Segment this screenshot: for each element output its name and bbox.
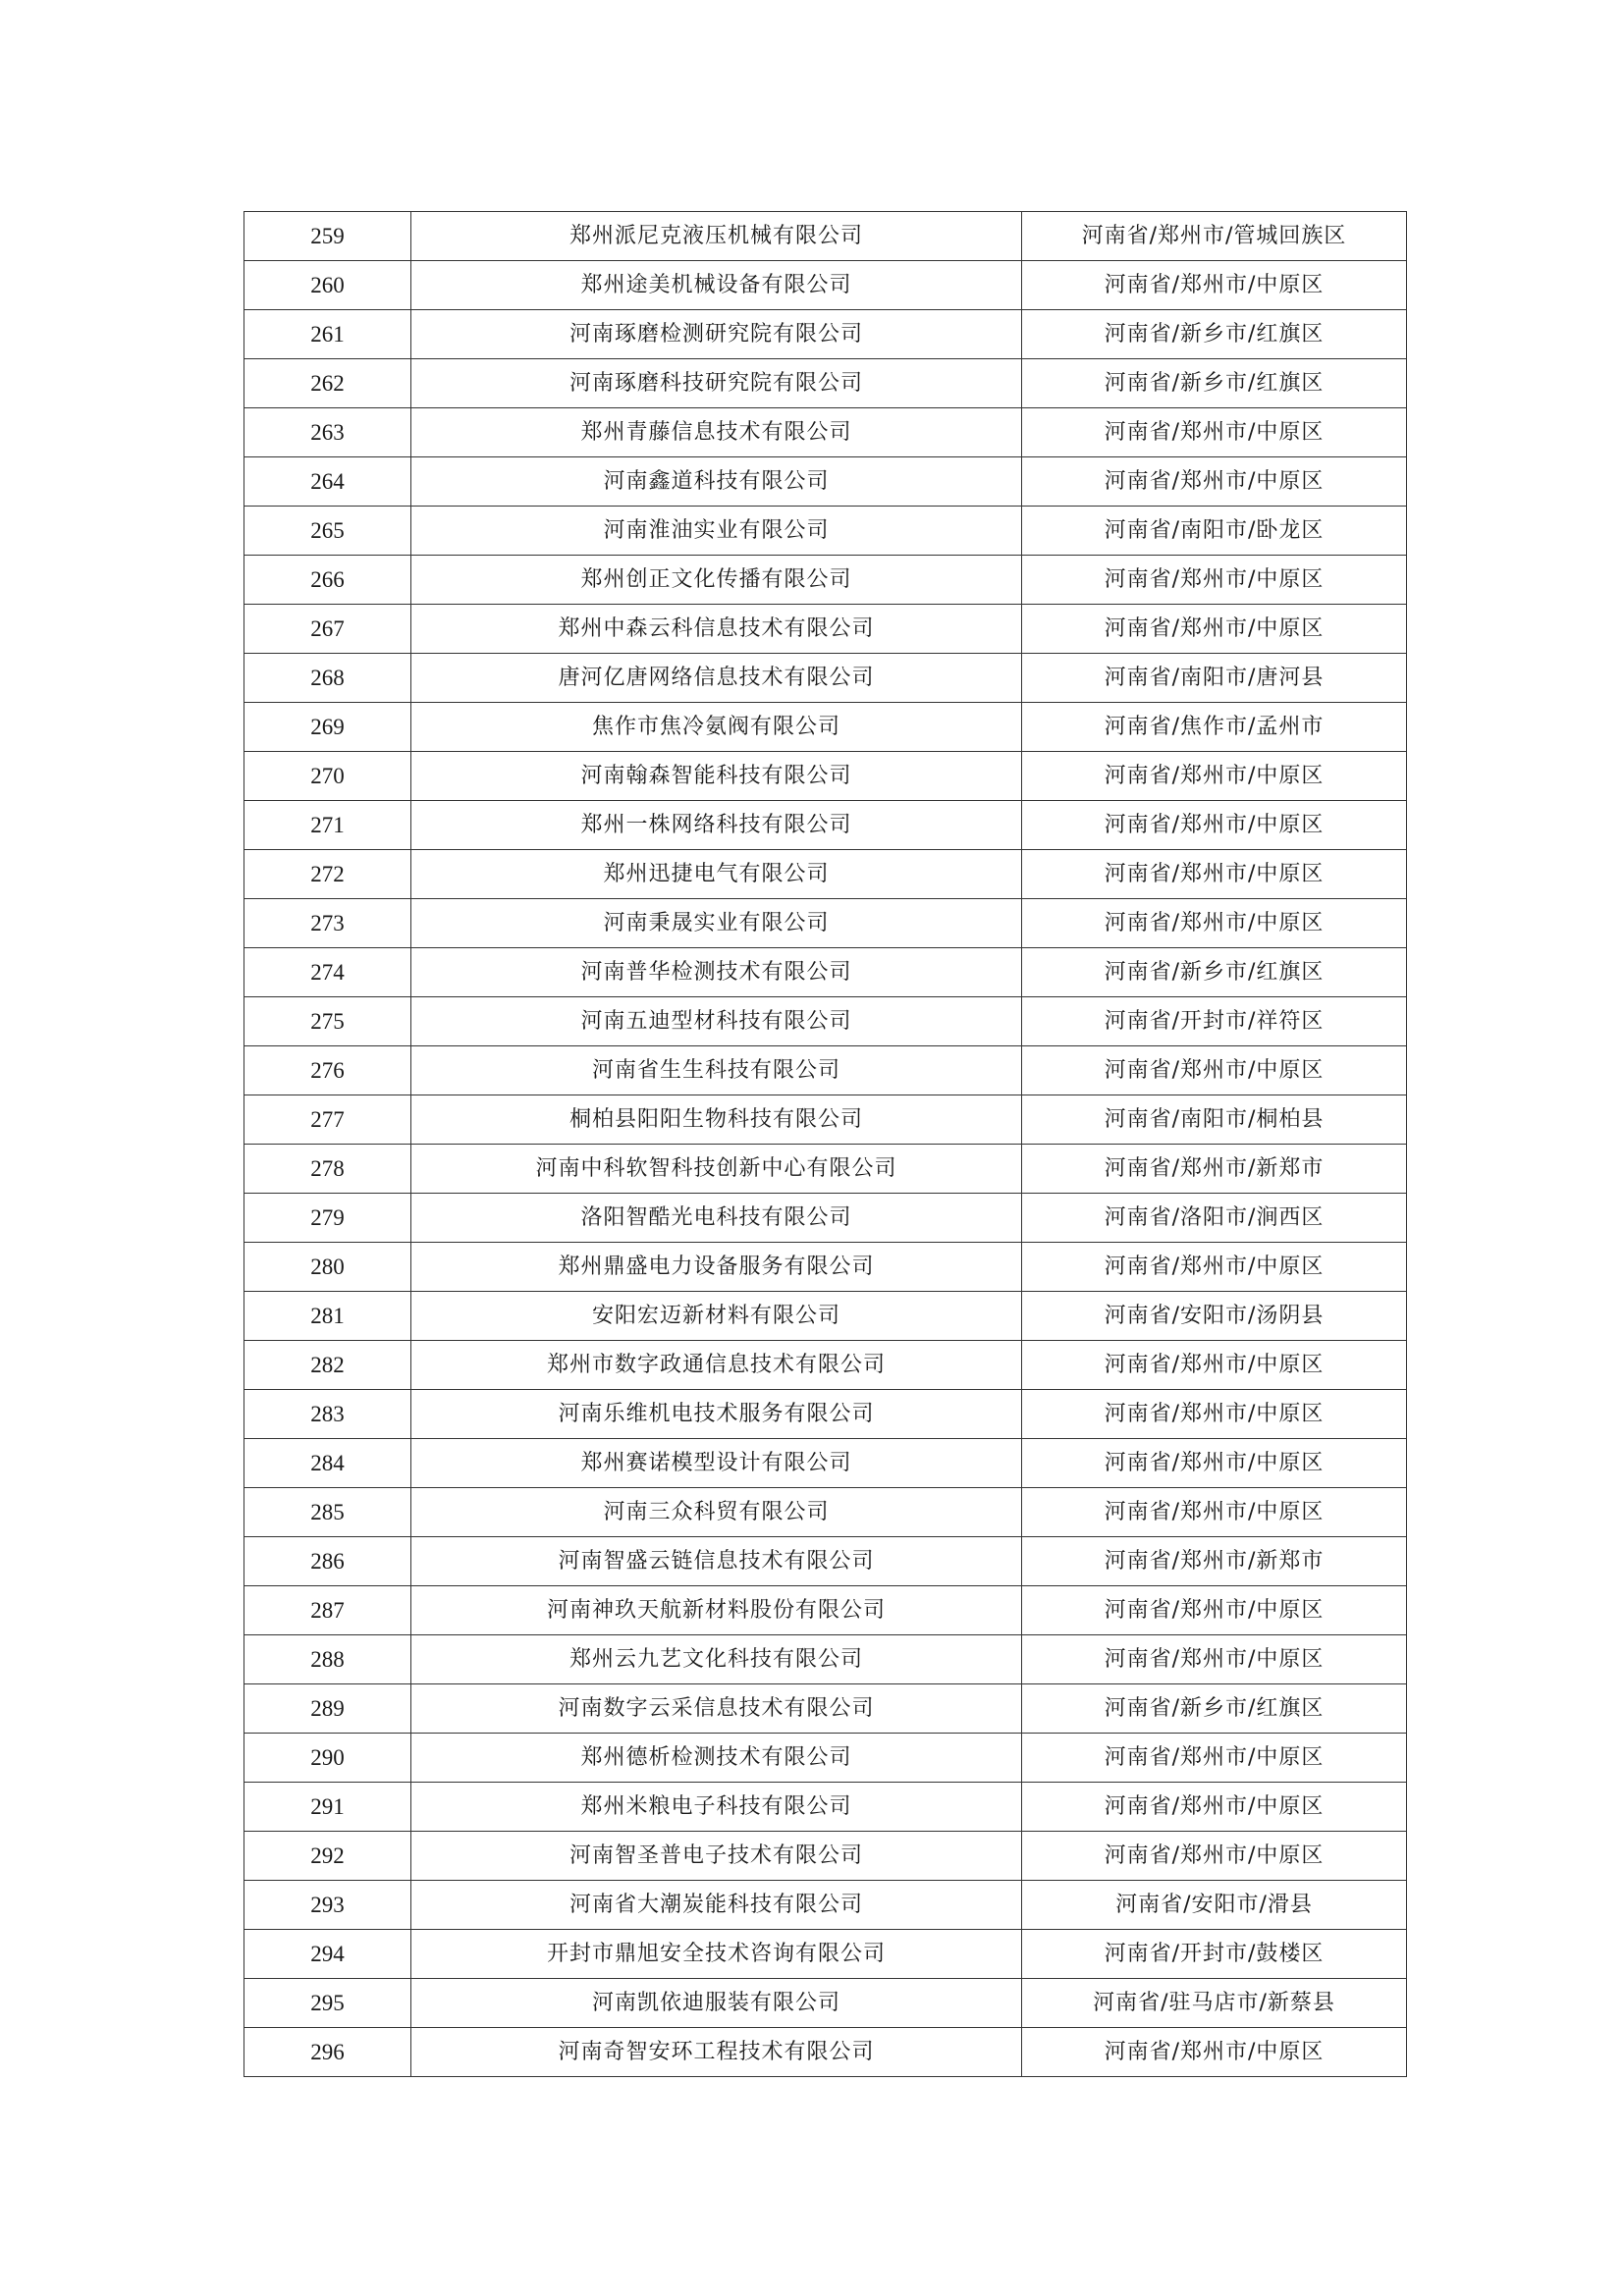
table-row <box>244 1734 1407 1783</box>
location-cell: 河南省/安阳市/滑县 <box>1022 1881 1407 1930</box>
location-cell: 河南省/驻马店市/新蔡县 <box>1022 1979 1407 2028</box>
table-row <box>244 1194 1407 1243</box>
serial-number-cell: 260 <box>244 261 411 310</box>
company-name-cell: 河南琢磨科技研究院有限公司 <box>411 359 1022 408</box>
table-row <box>244 408 1407 457</box>
serial-number-cell: 295 <box>244 1979 411 2028</box>
serial-number-cell: 291 <box>244 1783 411 1832</box>
location-cell: 河南省/郑州市/中原区 <box>1022 261 1407 310</box>
location-cell: 河南省/郑州市/中原区 <box>1022 850 1407 899</box>
location-cell: 河南省/安阳市/汤阴县 <box>1022 1292 1407 1341</box>
table-row <box>244 261 1407 310</box>
company-name-cell: 河南乐维机电技术服务有限公司 <box>411 1390 1022 1439</box>
location-cell: 河南省/南阳市/唐河县 <box>1022 654 1407 703</box>
company-name-cell: 洛阳智酷光电科技有限公司 <box>411 1194 1022 1243</box>
company-name-cell: 郑州赛诺模型设计有限公司 <box>411 1439 1022 1488</box>
serial-number-cell: 286 <box>244 1537 411 1586</box>
company-name-cell: 安阳宏迈新材料有限公司 <box>411 1292 1022 1341</box>
table-row <box>244 703 1407 752</box>
company-name-cell: 河南翰森智能科技有限公司 <box>411 752 1022 801</box>
serial-number-cell: 267 <box>244 605 411 654</box>
company-name-cell: 河南鑫道科技有限公司 <box>411 457 1022 507</box>
serial-number-cell: 262 <box>244 359 411 408</box>
location-cell: 河南省/郑州市/中原区 <box>1022 1243 1407 1292</box>
table-body <box>244 212 1407 2077</box>
company-name-cell: 焦作市焦冷氨阀有限公司 <box>411 703 1022 752</box>
table-row <box>244 359 1407 408</box>
location-cell: 河南省/南阳市/桐柏县 <box>1022 1095 1407 1145</box>
serial-number-cell: 269 <box>244 703 411 752</box>
serial-number-cell: 292 <box>244 1832 411 1881</box>
location-cell: 河南省/郑州市/中原区 <box>1022 1488 1407 1537</box>
location-cell: 河南省/郑州市/中原区 <box>1022 1046 1407 1095</box>
table-row <box>244 948 1407 997</box>
company-name-cell: 河南数字云采信息技术有限公司 <box>411 1684 1022 1734</box>
table-row <box>244 752 1407 801</box>
company-name-cell: 河南智圣普电子技术有限公司 <box>411 1832 1022 1881</box>
table-row <box>244 1390 1407 1439</box>
serial-number-cell: 279 <box>244 1194 411 1243</box>
serial-number-cell: 263 <box>244 408 411 457</box>
company-name-cell: 河南省大潮炭能科技有限公司 <box>411 1881 1022 1930</box>
table-row <box>244 1832 1407 1881</box>
company-name-cell: 郑州一株网络科技有限公司 <box>411 801 1022 850</box>
company-name-cell: 河南琢磨检测研究院有限公司 <box>411 310 1022 359</box>
table-row <box>244 1783 1407 1832</box>
serial-number-cell: 281 <box>244 1292 411 1341</box>
table-row <box>244 1881 1407 1930</box>
location-cell: 河南省/郑州市/中原区 <box>1022 556 1407 605</box>
serial-number-cell: 282 <box>244 1341 411 1390</box>
serial-number-cell: 273 <box>244 899 411 948</box>
company-name-cell: 开封市鼎旭安全技术咨询有限公司 <box>411 1930 1022 1979</box>
location-cell: 河南省/郑州市/中原区 <box>1022 1341 1407 1390</box>
location-cell: 河南省/郑州市/中原区 <box>1022 1734 1407 1783</box>
company-name-cell: 郑州鼎盛电力设备服务有限公司 <box>411 1243 1022 1292</box>
location-cell: 河南省/南阳市/卧龙区 <box>1022 507 1407 556</box>
serial-number-cell: 288 <box>244 1635 411 1684</box>
table-row <box>244 1684 1407 1734</box>
serial-number-cell: 277 <box>244 1095 411 1145</box>
serial-number-cell: 276 <box>244 1046 411 1095</box>
company-name-cell: 郑州市数字政通信息技术有限公司 <box>411 1341 1022 1390</box>
table-row <box>244 1243 1407 1292</box>
serial-number-cell: 280 <box>244 1243 411 1292</box>
company-name-cell: 河南五迪型材科技有限公司 <box>411 997 1022 1046</box>
company-name-cell: 郑州德析检测技术有限公司 <box>411 1734 1022 1783</box>
location-cell: 河南省/郑州市/管城回族区 <box>1022 212 1407 261</box>
table-row <box>244 1439 1407 1488</box>
table-row <box>244 1930 1407 1979</box>
location-cell: 河南省/郑州市/中原区 <box>1022 408 1407 457</box>
company-name-cell: 河南凯依迪服装有限公司 <box>411 1979 1022 2028</box>
table-row <box>244 457 1407 507</box>
location-cell: 河南省/郑州市/中原区 <box>1022 752 1407 801</box>
serial-number-cell: 274 <box>244 948 411 997</box>
company-list-table <box>244 211 1407 2077</box>
table-row <box>244 605 1407 654</box>
company-name-cell: 河南淮油实业有限公司 <box>411 507 1022 556</box>
table-row <box>244 2028 1407 2077</box>
serial-number-cell: 283 <box>244 1390 411 1439</box>
location-cell: 河南省/郑州市/中原区 <box>1022 1439 1407 1488</box>
table-row <box>244 997 1407 1046</box>
serial-number-cell: 271 <box>244 801 411 850</box>
company-name-cell: 河南中科软智科技创新中心有限公司 <box>411 1145 1022 1194</box>
serial-number-cell: 261 <box>244 310 411 359</box>
table-row <box>244 850 1407 899</box>
serial-number-cell: 293 <box>244 1881 411 1930</box>
table-row <box>244 1586 1407 1635</box>
serial-number-cell: 294 <box>244 1930 411 1979</box>
serial-number-cell: 290 <box>244 1734 411 1783</box>
company-name-cell: 郑州途美机械设备有限公司 <box>411 261 1022 310</box>
company-name-cell: 郑州创正文化传播有限公司 <box>411 556 1022 605</box>
table-row <box>244 310 1407 359</box>
location-cell: 河南省/郑州市/中原区 <box>1022 2028 1407 2077</box>
location-cell: 河南省/焦作市/孟州市 <box>1022 703 1407 752</box>
serial-number-cell: 264 <box>244 457 411 507</box>
table-row <box>244 507 1407 556</box>
company-name-cell: 郑州米粮电子科技有限公司 <box>411 1783 1022 1832</box>
location-cell: 河南省/郑州市/中原区 <box>1022 801 1407 850</box>
company-name-cell: 河南省生生科技有限公司 <box>411 1046 1022 1095</box>
table-row <box>244 899 1407 948</box>
table-row <box>244 1635 1407 1684</box>
serial-number-cell: 270 <box>244 752 411 801</box>
serial-number-cell: 287 <box>244 1586 411 1635</box>
serial-number-cell: 284 <box>244 1439 411 1488</box>
location-cell: 河南省/新乡市/红旗区 <box>1022 948 1407 997</box>
table-row <box>244 1537 1407 1586</box>
company-name-cell: 河南三众科贸有限公司 <box>411 1488 1022 1537</box>
table-row <box>244 1046 1407 1095</box>
table-row <box>244 654 1407 703</box>
location-cell: 河南省/新乡市/红旗区 <box>1022 359 1407 408</box>
location-cell: 河南省/郑州市/中原区 <box>1022 899 1407 948</box>
location-cell: 河南省/郑州市/中原区 <box>1022 605 1407 654</box>
company-name-cell: 河南神玖天航新材料股份有限公司 <box>411 1586 1022 1635</box>
serial-number-cell: 278 <box>244 1145 411 1194</box>
company-name-cell: 郑州派尼克液压机械有限公司 <box>411 212 1022 261</box>
location-cell: 河南省/洛阳市/涧西区 <box>1022 1194 1407 1243</box>
location-cell: 河南省/郑州市/中原区 <box>1022 1586 1407 1635</box>
serial-number-cell: 296 <box>244 2028 411 2077</box>
company-name-cell: 郑州青藤信息技术有限公司 <box>411 408 1022 457</box>
serial-number-cell: 266 <box>244 556 411 605</box>
company-name-cell: 河南奇智安环工程技术有限公司 <box>411 2028 1022 2077</box>
location-cell: 河南省/郑州市/新郑市 <box>1022 1537 1407 1586</box>
location-cell: 河南省/郑州市/中原区 <box>1022 1635 1407 1684</box>
table-row <box>244 1145 1407 1194</box>
serial-number-cell: 268 <box>244 654 411 703</box>
table-row <box>244 1292 1407 1341</box>
company-name-cell: 唐河亿唐网络信息技术有限公司 <box>411 654 1022 703</box>
table-row <box>244 1979 1407 2028</box>
table-row <box>244 1095 1407 1145</box>
company-name-cell: 郑州云九艺文化科技有限公司 <box>411 1635 1022 1684</box>
company-name-cell: 河南普华检测技术有限公司 <box>411 948 1022 997</box>
location-cell: 河南省/郑州市/中原区 <box>1022 1390 1407 1439</box>
serial-number-cell: 272 <box>244 850 411 899</box>
table-row <box>244 801 1407 850</box>
table-row <box>244 212 1407 261</box>
table-row <box>244 556 1407 605</box>
serial-number-cell: 259 <box>244 212 411 261</box>
table-row <box>244 1341 1407 1390</box>
company-name-cell: 桐柏县阳阳生物科技有限公司 <box>411 1095 1022 1145</box>
table-row <box>244 1488 1407 1537</box>
location-cell: 河南省/开封市/祥符区 <box>1022 997 1407 1046</box>
location-cell: 河南省/郑州市/中原区 <box>1022 457 1407 507</box>
serial-number-cell: 285 <box>244 1488 411 1537</box>
location-cell: 河南省/郑州市/中原区 <box>1022 1832 1407 1881</box>
location-cell: 河南省/郑州市/中原区 <box>1022 1783 1407 1832</box>
company-name-cell: 郑州中森云科信息技术有限公司 <box>411 605 1022 654</box>
company-name-cell: 郑州迅捷电气有限公司 <box>411 850 1022 899</box>
company-name-cell: 河南秉晟实业有限公司 <box>411 899 1022 948</box>
location-cell: 河南省/新乡市/红旗区 <box>1022 310 1407 359</box>
serial-number-cell: 265 <box>244 507 411 556</box>
location-cell: 河南省/开封市/鼓楼区 <box>1022 1930 1407 1979</box>
location-cell: 河南省/郑州市/新郑市 <box>1022 1145 1407 1194</box>
serial-number-cell: 275 <box>244 997 411 1046</box>
serial-number-cell: 289 <box>244 1684 411 1734</box>
company-name-cell: 河南智盛云链信息技术有限公司 <box>411 1537 1022 1586</box>
location-cell: 河南省/新乡市/红旗区 <box>1022 1684 1407 1734</box>
